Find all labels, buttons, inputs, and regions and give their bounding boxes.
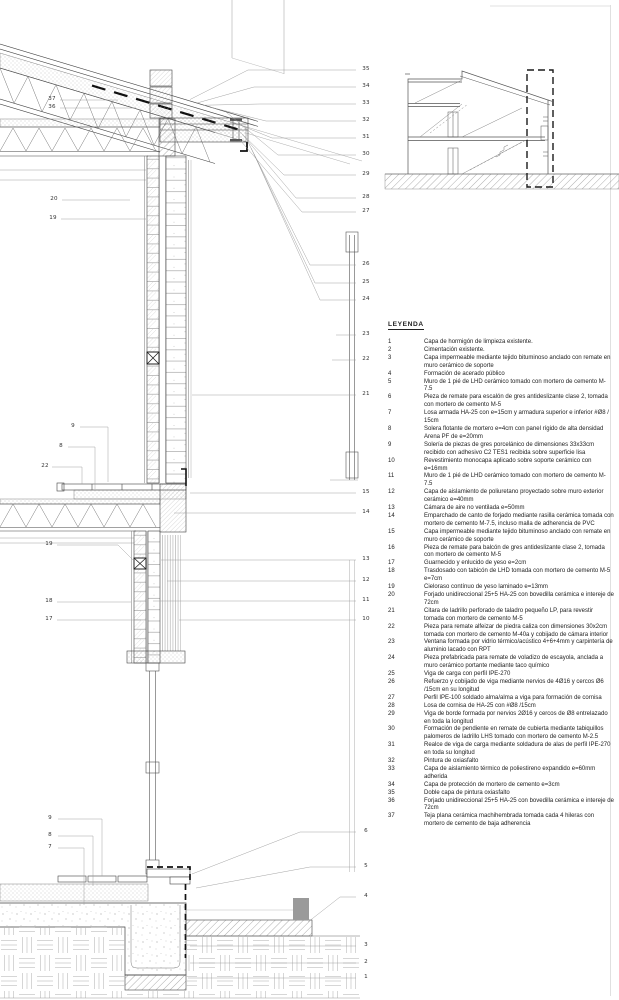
legend-item-34 xyxy=(388,782,614,790)
legend-item-37 xyxy=(388,813,614,829)
legend-item-number: 14 xyxy=(388,512,395,519)
legend-item-24 xyxy=(388,655,614,671)
legend-item-18 xyxy=(388,568,614,584)
legend-item-number: 4 xyxy=(388,370,392,377)
leader-lines xyxy=(52,70,356,978)
legend-item-15 xyxy=(388,529,614,545)
legend-item-number: 32 xyxy=(388,758,395,765)
ground-hatch-left xyxy=(0,927,125,998)
legend-item-text: Formación de acerado público xyxy=(424,370,505,377)
legend-item-20 xyxy=(388,592,614,608)
legend-item-number: 13 xyxy=(388,505,395,512)
callout-left-36: 36 xyxy=(48,104,56,110)
legend-item-text: Pieza de remate para escalón de gres antideslizante clase 2, tomada con mortero de cemento M-5 xyxy=(424,394,608,409)
legend-item-27 xyxy=(388,695,614,703)
callout-right-31: 31 xyxy=(362,134,370,140)
legend-item-text: Capa impermeable mediante tejido bituminoso anclado con remate en muro cerámico de soporte xyxy=(424,528,611,543)
callout-right-6: 6 xyxy=(364,828,368,834)
callout-right-11: 11 xyxy=(362,597,370,603)
detail-location-box xyxy=(527,70,553,187)
legend-item-number: 20 xyxy=(388,592,395,598)
legend-item-text: Teja plana cerámica machihembrada tomada cada 4 hileras con mortero de cemento de baja adherencia xyxy=(424,813,595,828)
legend-item-text: Revestimiento monocapa aplicado sobre soporte cerámico con e=16mm xyxy=(424,457,592,472)
legend-item-number: 16 xyxy=(388,544,395,551)
callout-left-19: 19 xyxy=(45,541,53,547)
legend-item-text: Capa de aislamiento de poliuretano proyectado sobre muro exterior cerámico e=40mm xyxy=(424,489,604,504)
section-cut-marks xyxy=(232,0,284,74)
legend-item-text: Pieza de remate para balcón de gres antideslizante clase 2, tomada con mortero de cemento M-5 xyxy=(424,544,605,559)
legend-item-12 xyxy=(388,489,614,505)
legend-item-text: Citara de ladrillo perforado de taladro pequeño LP, para revestir tomada con mortero de cemento M-5 xyxy=(424,607,593,622)
lower-wall xyxy=(127,531,185,663)
legend-item-number: 28 xyxy=(388,702,395,709)
legend-item-number: 33 xyxy=(388,765,395,772)
callout-right-22: 22 xyxy=(362,356,370,362)
legend-item-text: Formación de pendiente en remate de cubierta mediante tabiquillos palomeros de ladrillo LHS tomado con mortero de cemento M-2.5 xyxy=(424,726,604,741)
legend-item-23 xyxy=(388,639,614,655)
legend-item-8 xyxy=(388,426,614,442)
legend-item-number: 18 xyxy=(388,568,395,575)
callout-left-20: 20 xyxy=(50,196,58,202)
legend-item-number: 29 xyxy=(388,710,395,717)
ground-floor xyxy=(0,867,360,998)
callout-right-5: 5 xyxy=(364,863,368,869)
legend-item-text: Doble capa de pintura oxiasfalto xyxy=(424,789,510,796)
legend-item-text: Cieloraso contínuo de yeso laminado e=13mm xyxy=(424,584,548,591)
legend-item-number: 17 xyxy=(388,560,395,567)
legend-item-text: Perfil IPE-100 soldado alma/alma a viga para formación de cornisa xyxy=(424,694,602,701)
legend-item-text: Losa de cornisa de HA-25 con #Ø8 /15cm xyxy=(424,702,536,709)
legend-item-9 xyxy=(388,442,614,458)
legend-item-11 xyxy=(388,473,614,489)
legend-item-28 xyxy=(388,703,614,711)
legend-item-number: 36 xyxy=(388,797,395,804)
callout-right-32: 32 xyxy=(362,117,370,123)
legend-item-text: Capa de aislamiento térmico de poliestireno expandido e=60mm adherida xyxy=(424,765,596,780)
legend-item-31 xyxy=(388,742,614,758)
legend-item-text: Cámara de aire no ventilada e=50mm xyxy=(424,505,525,512)
legend-item-text: Refuerzo y cobijado de viga mediante nervios de 4Ø16 y cercos Ø6 /15cm en su longitud xyxy=(424,678,604,693)
legend-item-29 xyxy=(388,711,614,727)
legend-item-number: 35 xyxy=(388,789,395,796)
mid-slab-truss-webbing xyxy=(0,504,156,527)
key-ground-hatch xyxy=(385,174,619,189)
callout-right-33: 33 xyxy=(362,100,370,106)
legend-item-22 xyxy=(388,624,614,640)
legend-item-10 xyxy=(388,458,614,474)
legend-item-number: 3 xyxy=(388,354,392,361)
slab-edge-patch xyxy=(160,484,186,532)
callout-left-7: 7 xyxy=(48,844,52,850)
callout-right-34: 34 xyxy=(362,83,370,89)
upper-wall xyxy=(145,156,192,483)
legend-item-number: 26 xyxy=(388,678,395,685)
legend-item-text: Realce de viga de carga mediante soldadura de alas de perfil IPE-270 en toda su longitud xyxy=(424,742,611,757)
legend-item-number: 25 xyxy=(388,671,395,678)
legend-item-number: 22 xyxy=(388,623,395,630)
legend-item-36 xyxy=(388,798,614,814)
callout-right-29: 29 xyxy=(362,171,370,177)
callout-left-17: 17 xyxy=(45,616,53,622)
legend xyxy=(388,313,614,829)
legend-item-number: 31 xyxy=(388,742,395,749)
legend-item-number: 15 xyxy=(388,528,395,535)
callout-right-23: 23 xyxy=(362,331,370,337)
legend-item-14 xyxy=(388,513,614,529)
legend-item-number: 1 xyxy=(388,339,392,345)
legend-item-number: 12 xyxy=(388,489,395,496)
legend-item-number: 21 xyxy=(388,607,395,614)
callout-left-8: 8 xyxy=(59,443,63,449)
wall-joint-marker xyxy=(147,352,159,364)
legend-item-text: Pieza prefabricada para remate de voladizo de escayola, anclada a muro cerámico portante mediante taco químico xyxy=(424,655,604,670)
legend-item-text: Capa de protección de mortero de cemento e=3cm xyxy=(424,781,560,788)
location-key-section xyxy=(385,70,619,189)
legend-item-text: Solera flotante de mortero e=4cm con panel rígido de alta densidad Arena PF de e=20mm xyxy=(424,425,604,440)
callout-right-21: 21 xyxy=(362,391,370,397)
legend-item-32 xyxy=(388,758,614,766)
window-sill xyxy=(127,651,185,663)
legend-item-text: Ventana formada por vidrio térmico/acústico 4+6+4mm y carpintería de aluminio lacado con RPT xyxy=(424,639,613,654)
key-stairs xyxy=(415,80,528,174)
callout-right-4: 4 xyxy=(364,893,368,899)
legend-item-text: Forjado unidireccional 25+5 HA-25 con bovedilla cerámica e intereje de 72cm xyxy=(424,592,614,606)
legend-item-number: 10 xyxy=(388,457,395,464)
callout-right-25: 25 xyxy=(362,279,370,285)
legend-item-text: Viga de carga con perfil IPE-270 xyxy=(424,671,511,678)
legend-item-text: Trasdosado con tabicón de LHD tomada con mortero de cemento M-5 e=7cm xyxy=(424,568,611,583)
callout-right-35: 35 xyxy=(362,66,370,72)
legend-item-text: Pintura de oxiasfalto xyxy=(424,758,479,765)
legend-item-26 xyxy=(388,679,614,695)
callout-left-9: 9 xyxy=(48,815,52,821)
legend-item-number: 19 xyxy=(388,584,395,591)
callout-right-28: 28 xyxy=(362,194,370,200)
callout-left-19: 19 xyxy=(49,215,57,221)
legend-item-number: 24 xyxy=(388,655,395,662)
legend-item-text: Muro de 1 pié de LHD cerámico tomado con mortero de cemento M-7.5 xyxy=(424,473,606,488)
legend-item-number: 6 xyxy=(388,394,392,401)
legend-item-13 xyxy=(388,505,614,513)
callout-right-3: 3 xyxy=(364,942,368,948)
callout-right-26: 26 xyxy=(362,261,370,267)
lean-concrete xyxy=(125,975,186,990)
legend-item-7 xyxy=(388,410,614,426)
ground-hatch-right xyxy=(186,936,360,998)
legend-item-4 xyxy=(388,371,614,379)
legend-item-5 xyxy=(388,379,614,395)
threshold-step xyxy=(147,869,190,877)
callout-left-22: 22 xyxy=(41,463,49,469)
legend-item-21 xyxy=(388,608,614,624)
legend-item-number: 2 xyxy=(388,346,392,353)
legend-item-number: 37 xyxy=(388,813,395,820)
upper-window xyxy=(330,232,358,480)
legend-item-number: 34 xyxy=(388,781,395,788)
legend-item-text: Cimentación existente. xyxy=(424,346,485,353)
legend-items xyxy=(388,339,614,829)
legend-item-text: Muro de 1 pié de LHD cerámico tomado con mortero de cemento M-7.5 xyxy=(424,378,606,393)
callout-right-13: 13 xyxy=(362,556,370,562)
legend-item-6 xyxy=(388,394,614,410)
wall-joint-marker-2 xyxy=(134,558,146,569)
legend-item-3 xyxy=(388,355,614,371)
legend-item-2 xyxy=(388,347,614,355)
legend-item-19 xyxy=(388,584,614,592)
legend-item-number: 11 xyxy=(388,473,395,480)
legend-item-number: 7 xyxy=(388,410,392,417)
callout-right-14: 14 xyxy=(362,509,370,515)
legend-item-25 xyxy=(388,671,614,679)
legend-item-text: Capa de hormigón de limpieza existente. xyxy=(424,339,533,345)
exterior-render-layers xyxy=(162,535,181,651)
legend-item-text: Forjado unidireccional 25+5 HA-25 con bovedilla cerámica e intereje de 72cm xyxy=(424,797,614,812)
public-pavement xyxy=(186,920,312,936)
slab-truss-webbing xyxy=(0,128,156,151)
legend-item-number: 5 xyxy=(388,378,392,385)
legend-item-16 xyxy=(388,545,614,561)
legend-item-17 xyxy=(388,560,614,568)
legend-item-1 xyxy=(388,339,614,347)
callout-right-15: 15 xyxy=(362,489,370,495)
legend-item-number: 9 xyxy=(388,441,392,448)
callout-left-9: 9 xyxy=(71,423,75,429)
callout-right-24: 24 xyxy=(362,296,370,302)
legend-item-text: Viga de borde formada por nervios 2Ø16 y cercos de Ø8 entrelazado en toda la longitud xyxy=(424,710,608,725)
legend-item-text: Guarnecido y enlucido de yeso e=2cm xyxy=(424,560,527,567)
callout-left-37: 37 xyxy=(48,96,56,102)
callout-right-10: 10 xyxy=(362,616,370,622)
curb-block xyxy=(293,898,309,920)
callout-right-27: 27 xyxy=(362,208,370,214)
callout-left-8: 8 xyxy=(48,832,52,838)
ipe270-beam xyxy=(159,119,175,156)
callout-left-18: 18 xyxy=(45,598,53,604)
callout-right-1: 1 xyxy=(364,974,368,980)
legend-item-text: Losa armada HA-25 con e=15cm y armadura superior e inferior #Ø8 / 15cm xyxy=(424,410,609,425)
legend-title: LEYENDA xyxy=(388,321,424,328)
callout-right-30: 30 xyxy=(362,151,370,157)
legend-item-number: 23 xyxy=(388,639,395,646)
legend-item-text: Solería de piezas de gres porcelánico de dimensiones 33x33cm recibido con adhesivo C2 TES1 recibida sobre superficie lisa xyxy=(424,441,595,456)
legend-item-text: Capa impermeable mediante tejido bituminoso anclado con remate en muro cerámico de soporte xyxy=(424,354,611,369)
legend-item-30 xyxy=(388,726,614,742)
legend-item-35 xyxy=(388,790,614,798)
legend-item-number: 8 xyxy=(388,425,392,432)
legend-item-text: Pieza para remate alfeizar de piedra caliza con dimensiones 30x2cm tomada con mortero de cemento M-40a y cobijado de cámara interior xyxy=(424,623,609,638)
legend-item-number: 27 xyxy=(388,694,395,701)
key-doors xyxy=(448,112,458,174)
legend-item-number: 30 xyxy=(388,726,395,733)
callout-right-12: 12 xyxy=(362,577,370,583)
callout-right-2: 2 xyxy=(364,959,368,965)
legend-item-text: Emparchado de canto de forjado mediante rasilla cerámica tomada con mortero de cemento M-7.5, incluso malla de adherencia de PVC xyxy=(424,512,614,527)
key-facade-openings xyxy=(541,117,548,156)
legend-item-33 xyxy=(388,766,614,782)
